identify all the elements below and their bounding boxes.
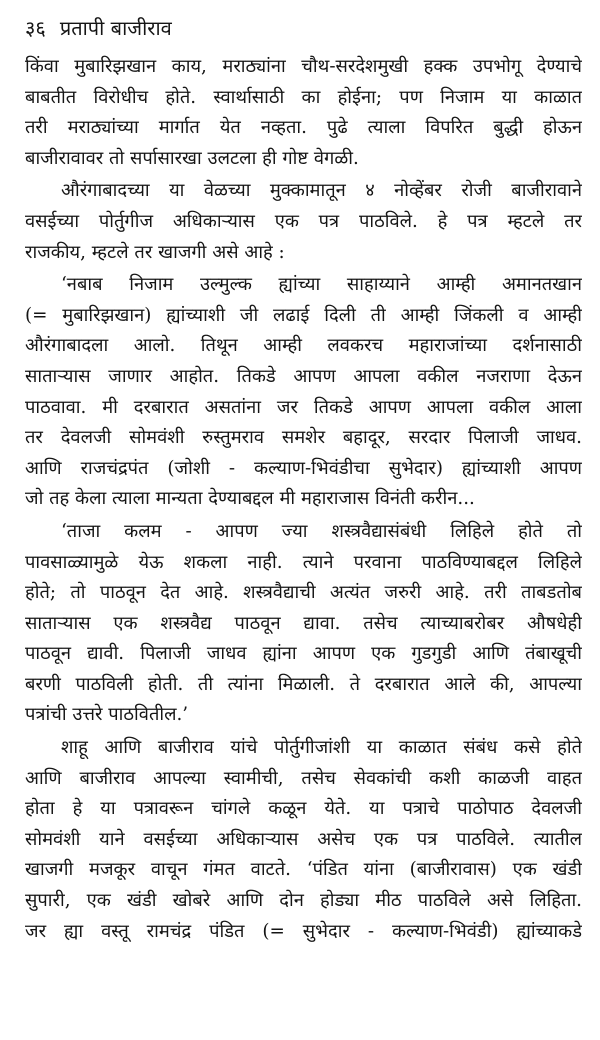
paragraph-1 [25,52,582,174]
text-line: होते; तो पाठवून देत आहे. शस्त्रवैद्याची अत्यंत जरुरी आहे. तरी ताबडतोब [25,582,582,604]
text-line: पावसाळ्यामुळे येऊ शकला नाही. त्याने परवाना पाठविण्याबद्दल लिहिले [25,551,582,573]
text-line: खाजगी मजकूर वाचून गंमत वाटते. ‘पंडित यांना (बाजीरावास) एक खंडी [25,859,582,881]
text-line: तर देवलजी सोमवंशी रुस्तुमराव समशेर बहादूर, सरदार पिलाजी जाधव. [25,427,582,449]
text-line: वसईच्या पोर्तुगीज अधिकाऱ्यास एक पत्र पाठविले. हे पत्र म्हटले तर [25,210,582,232]
page-number: ३६ [25,16,46,40]
paragraph-5 [25,733,582,947]
text-line: बाजीरावावर तो सर्पासारखा उलटला ही गोष्ट वेगळी. [25,147,359,169]
paragraph-2 [25,176,582,268]
text-line: होता हे या पत्रावरून चांगले कळून येते. या पत्राचे पाठोपाठ देवलजी [25,798,582,820]
paragraph-4-postscript [25,517,582,731]
text-line: राजकीय, म्हटले तर खाजगी असे आहे : [25,241,285,263]
text-line: पाठवावा. मी दरबारात असतांना जर तिकडे आपण आपला वकील आला [25,396,582,418]
text-line: पाठवून द्यावी. पिलाजी जाधव ह्यांना आपण एक गुडगुडी आणि तंबाखूची [25,643,582,665]
text-line: शाहू आणि बाजीराव यांचे पोर्तुगीजांशी या काळात संबंध कसे होते [61,737,582,759]
text-line: तरी मराठ्यांच्या मार्गात येत नव्हता. पुढे त्याला विपरित बुद्धी होऊन [25,117,582,139]
text-line: जर ह्या वस्तू रामचंद्र पंडित (= सुभेदार - कल्याण-भिवंडी) ह्यांच्याकडे [25,920,582,942]
text-line: जो तह केला त्याला मान्यता देण्याबद्दल मी महाराजास विनंती करीन... [25,488,475,510]
text-line: साताऱ्यास जाणार आहोत. तिकडे आपण आपला वकील नजराणा देऊन [25,365,582,387]
text-line: बरणी पाठविली होती. ती त्यांना मिळाली. ते दरबारात आले की, आपल्या [25,673,582,695]
text-line: औरंगाबादला आलो. तिथून आम्ही लवकरच महाराजांच्या दर्शनासाठी [25,335,582,357]
text-line: आणि बाजीराव आपल्या स्वामीची, तसेच सेवकांची कशी काळजी वाहत [25,767,582,789]
paragraph-3-letter [25,270,582,515]
running-header [25,14,582,42]
text-line: सुपारी, एक खंडी खोबरे आणि दोन होड्या मीठ पाठविले असे लिहिता. [25,890,582,912]
text-line: ‘ताजा कलम - आपण ज्या शस्त्रवैद्यासंबंधी लिहिले होते तो [61,520,582,542]
book-title: प्रतापी बाजीराव [59,16,172,40]
text-line: साताऱ्यास एक शस्त्रवैद्य पाठवून द्यावा. तसेच त्याच्याबरोबर औषधेही [25,612,582,634]
text-line: (= मुबारिझखान) ह्यांच्याशी जी लढाई दिली ती आम्ही जिंकली व आम्ही [25,304,582,326]
text-line: किंवा मुबारिझखान काय, मराठ्यांना चौथ-सरदेशमुखी हक्क उपभोगू देण्याचे [25,56,582,77]
text-line: बाबतीत विरोधीच होते. स्वार्थासाठी का होईना; पण निजाम या काळात [25,86,582,108]
text-line: औरंगाबादच्या या वेळच्या मुक्कामातून ४ नोव्हेंबर रोजी बाजीरावाने [61,180,582,202]
text-line: आणि राजचंद्रपंत (जोशी - कल्याण-भिवंडीचा सुभेदार) ह्यांच्याशी आपण [25,457,582,479]
body-text [25,52,582,947]
text-line: सोमवंशी याने वसईच्या अधिकाऱ्यास असेच एक पत्र पाठविले. त्यातील [25,828,582,850]
text-line: पत्रांची उत्तरे पाठवितील.’ [25,704,189,726]
text-line: ‘नबाब निजाम उल्मुल्क ह्यांच्या साहाय्याने आम्ही अमानतखान [61,274,582,296]
